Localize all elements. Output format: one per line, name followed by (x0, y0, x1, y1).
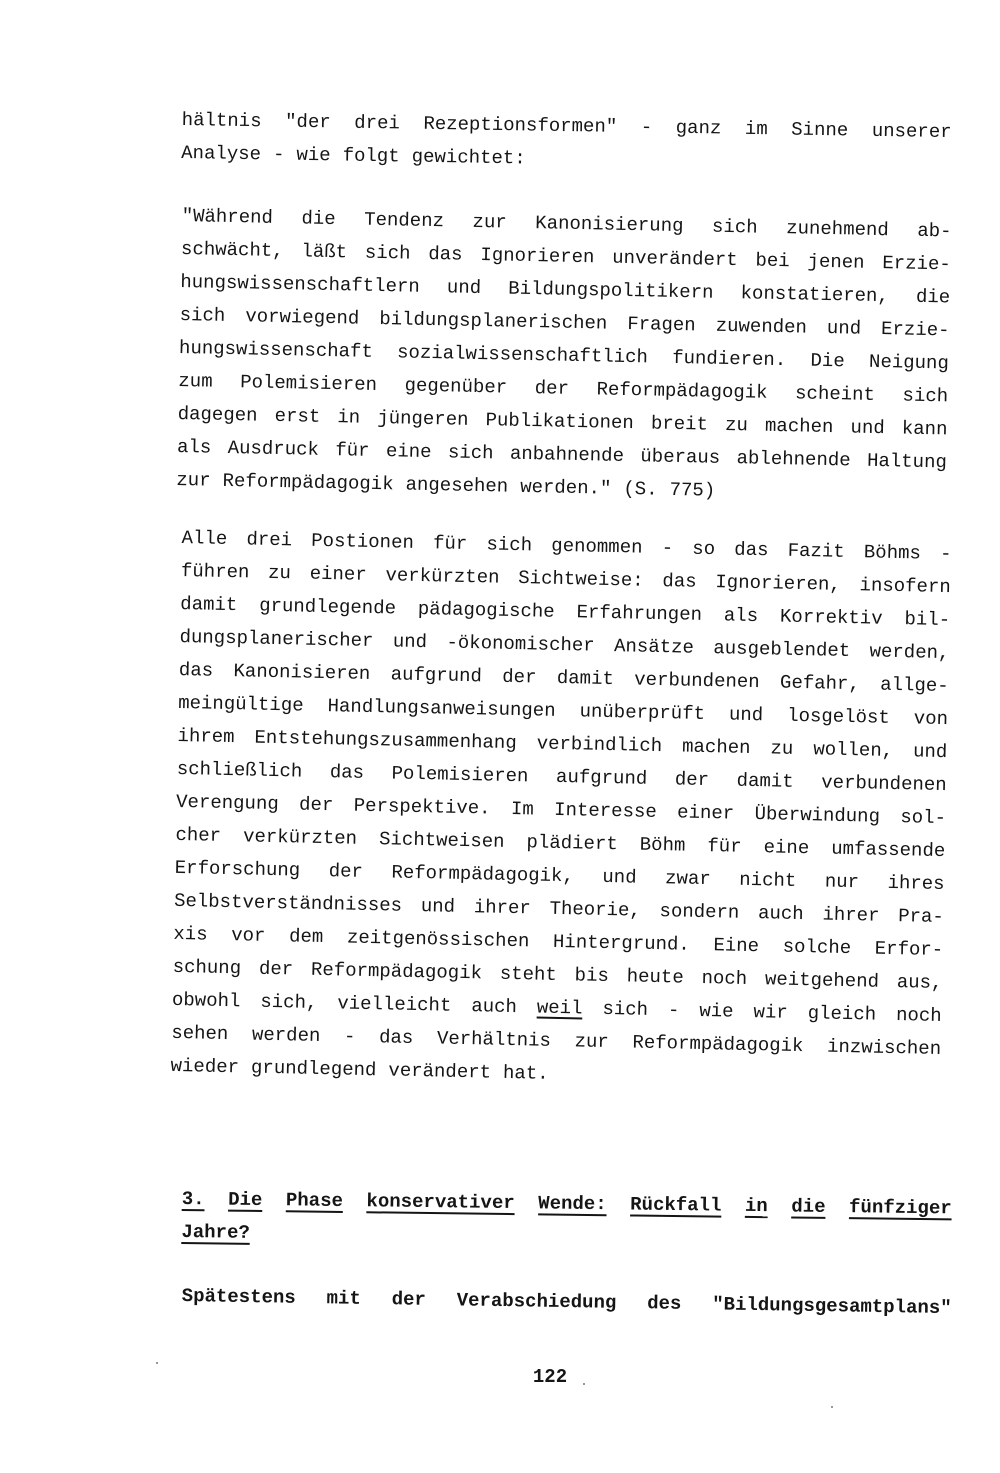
block-quote (176, 200, 952, 512)
quote-line: als Ausdruck für eine sich anbahnende überaus ablehnende Haltung (176, 435, 948, 474)
quote-line: hungswissenschaft sozialwissenschaftlich fundieren. Die Neigung (178, 336, 950, 375)
quote-line: schwächt, läßt sich das Ignorieren unverändert bei jenen Erzie- (180, 237, 952, 276)
text-line: Spätestens mit der Verabschiedung des "Bildungsgesamtplans" (181, 1284, 952, 1320)
heading-line: 3. Die Phase konservativer Wende: Rückfall in die fünfziger (181, 1187, 952, 1220)
quote-line: zum Polemisieren gegenüber der Reformpädagogik scheint sich (178, 369, 949, 408)
page-number: 122 (532, 1366, 568, 1388)
text-line: wieder grundlegend verändert hat. (170, 1054, 549, 1085)
quote-line: dagegen erst in jüngeren Publikationen breit zu machen und kann (177, 402, 948, 441)
text-line: das Kanonisieren aufgrund der damit verbundenen Gefahr, allge- (178, 658, 949, 698)
final-paragraph (181, 1280, 951, 1325)
text-line: Verengung der Perspektive. Im Interesse einer Überwindung sol- (175, 790, 947, 830)
scan-speck (583, 1383, 585, 1385)
text-line: Erforschung der Reformpädagogik, und zwar nicht nur ihres (174, 856, 945, 896)
text-line: führen zu einer verkürzten Sichtweise: das Ignorieren, insofern (180, 559, 951, 599)
text-line: Selbstverständnisses und ihrer Theorie, sondern auch ihrer Pra- (173, 889, 945, 929)
quote-line: sich vorwiegend bildungsplanerischen Fragen zuwenden und Erzie- (179, 303, 950, 342)
quote-line: hungswissenschaftlern und Bildungspolitikern konstatieren, die (180, 270, 951, 309)
text-line: schließlich das Polemisieren aufgrund der damit verbundenen (176, 757, 947, 797)
text-line: Analyse - wie folgt gewichtet: (181, 141, 526, 170)
section-heading (181, 1183, 952, 1258)
text-line: dungsplanerischer und -ökonomischer Ansätze ausgeblendet werden, (179, 625, 950, 665)
text-line: xis vor dem zeitgenössischen Hintergrund. Eine solche Erfor- (173, 922, 944, 962)
heading-line: Jahre? (181, 1220, 250, 1244)
text-line: Alle drei Postionen für sich genommen - so das Fazit Böhms - (181, 526, 952, 566)
scan-speck (831, 1406, 833, 1408)
body-paragraph (170, 522, 952, 1099)
quote-line: "Während die Tendenz zur Kanonisierung sich zunehmend ab- (181, 204, 952, 243)
text-line: damit grundlegende pädagogische Erfahrungen als Korrektiv bil- (180, 592, 951, 632)
text-line: hältnis "der drei Rezeptionsformen" - ganz im Sinne unserer (181, 108, 952, 144)
text-line: meingültige Handlungsanweisungen unüberprüft und losgelöst von (177, 691, 949, 731)
text-line: sehen werden - das Verhältnis zur Reformpädagogik inzwischen (171, 1021, 942, 1061)
text-line: obwohl sich, vielleicht auch weil sich - wie wir gleich noch (171, 988, 942, 1028)
text-line: ihrem Entstehungszusammenhang verbindlich machen zu wollen, und (177, 724, 948, 764)
intro-paragraph (181, 104, 952, 182)
text-line: cher verkürzten Sichtweisen plädiert Böhm für eine umfassende (175, 823, 946, 863)
scan-speck (156, 1362, 158, 1364)
quote-line: zur Reformpädagogik angesehen werden." (S. 775) (176, 468, 716, 502)
text-line: schung der Reformpädagogik steht bis heute noch weitgehend aus, (172, 955, 943, 995)
